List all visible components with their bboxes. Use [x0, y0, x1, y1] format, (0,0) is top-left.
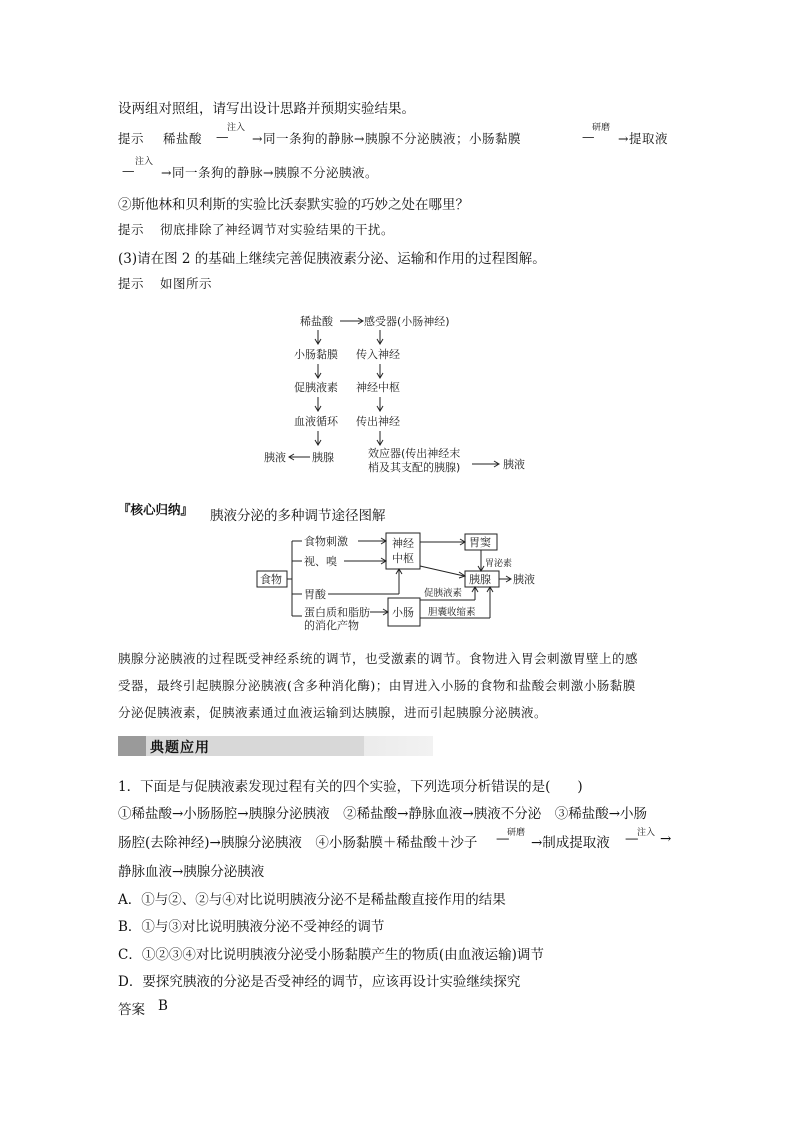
- label-cck: 胆囊收缩素: [428, 607, 476, 618]
- tip-label: 提示: [118, 131, 145, 146]
- label-sight: 视、嗅: [304, 555, 337, 568]
- node-hcl: 稀盐酸: [300, 315, 333, 328]
- label-pancreas: 胰腺: [469, 573, 491, 586]
- text-line-1: 设两组对照组，请写出设计思路并预期实验结果。: [118, 101, 415, 117]
- summary-line: 胰腺分泌胰液的过程既受神经系统的调节，也受激素的调节。食物进入胃会刺激胃壁上的感: [118, 651, 639, 666]
- arrow-label-inject: 注入: [135, 157, 154, 167]
- label-protein-2: 的消化产物: [304, 619, 359, 632]
- question-experiments: 肠腔(去除神经)→胰腺分泌胰液 ④小肠黏膜＋稀盐酸＋沙子: [118, 835, 478, 851]
- answer-label: 答案: [118, 1002, 145, 1018]
- option-b: B．①与③对比说明胰液分泌不受神经的调节: [118, 919, 385, 935]
- option-d: D．要探究胰液的分泌是否受神经的调节，应该再设计实验继续探究: [118, 974, 521, 990]
- label-gastrin: 胃泌素: [485, 559, 513, 569]
- regulation-diagram: [252, 528, 552, 638]
- core-title: 胰液分泌的多种调节途径图解: [210, 508, 386, 524]
- arrow-dash: —: [582, 129, 595, 144]
- label-center-2: 中枢: [392, 552, 414, 565]
- node-receptor: 感受器(小肠神经): [364, 315, 450, 328]
- tip-text: →提取液: [618, 131, 668, 146]
- node-effector-2: 梢及其支配的胰腺): [368, 461, 461, 474]
- node-efferent: 传出神经: [356, 415, 400, 428]
- arrow-label-inject: 注入: [227, 123, 246, 133]
- question-line: ②斯他林和贝利斯的实验比沃泰默实验的巧妙之处在哪里？: [118, 197, 469, 213]
- question-experiments: 静脉血液→胰腺分泌胰液: [118, 864, 265, 880]
- tip-text: 如图所示: [160, 276, 213, 291]
- question-stem: 1．下面是与促胰液素发现过程有关的四个实验，下列选项分析错误的是( ): [118, 779, 583, 795]
- label-center-1: 神经: [392, 537, 414, 550]
- arrow-dash: —: [496, 831, 510, 847]
- tip-label: 提示: [118, 222, 145, 237]
- tip-label: 提示: [118, 276, 145, 291]
- node-mucosa: 小肠黏膜: [294, 348, 338, 361]
- node-afferent: 传入神经: [356, 348, 400, 361]
- option-c: C．①②③④对比说明胰液分泌受小肠黏膜产生的物质(由血液运输)调节: [118, 947, 544, 963]
- label-secretin: 促胰液素: [424, 588, 463, 599]
- tip-text: →同一条狗的静脉→胰腺不分泌胰液。: [161, 165, 378, 180]
- node-secretin: 促胰液素: [294, 381, 338, 394]
- section-title: 典题应用: [150, 740, 210, 756]
- option-a: A．①与②、②与④对比说明胰液分泌不是稀盐酸直接作用的结果: [118, 892, 506, 908]
- summary-line: 受器，最终引起胰腺分泌胰液(含多种消化酶)；由胃进入小肠的食物和盐酸会刺激小肠黏膜: [118, 678, 636, 693]
- question-experiments: →制成提取液: [531, 835, 610, 851]
- label-stim: 食物刺激: [304, 535, 348, 548]
- label-protein-1: 蛋白质和脂肪: [304, 606, 370, 619]
- question-line: (3)请在图 2 的基础上继续完善促胰液素分泌、运输和作用的过程图解。: [118, 251, 546, 267]
- process-diagram: [250, 305, 560, 475]
- arrow-dash: —: [625, 831, 639, 847]
- arrow-label-inject: 注入: [637, 828, 656, 838]
- tip-text: 稀盐酸: [163, 131, 203, 146]
- node-effector: 效应器(传出神经末: [368, 447, 461, 460]
- core-label: 『核心归纳』: [118, 502, 194, 517]
- answer-value: B: [158, 998, 168, 1014]
- arrow-dash: —: [216, 129, 229, 144]
- label-stomach: 胃窦: [469, 536, 491, 549]
- node-center: 神经中枢: [356, 381, 400, 394]
- question-experiments: ①稀盐酸→小肠肠腔→胰腺分泌胰液 ②稀盐酸→静脉血液→胰液不分泌 ③稀盐酸→小肠: [118, 806, 648, 822]
- arrow-dash: —: [122, 163, 135, 178]
- tip-text: 彻底排除了神经调节对实验结果的干扰。: [160, 222, 395, 237]
- question-experiments: →: [660, 831, 672, 847]
- node-pancreas: 胰腺: [312, 451, 334, 464]
- node-blood: 血液循环: [294, 415, 338, 428]
- label-intestine: 小肠: [392, 606, 414, 619]
- arrow-label-grind: 研磨: [507, 828, 526, 838]
- arrow-label-grind: 研磨: [592, 123, 611, 133]
- label-juice: 胰液: [513, 573, 535, 586]
- label-acid: 胃酸: [304, 588, 326, 601]
- node-juice-right: 胰液: [503, 458, 525, 471]
- summary-line: 分泌促胰液素，促胰液素通过血液运输到达胰腺，进而引起胰腺分泌胰液。: [118, 705, 548, 720]
- tip-text: →同一条狗的静脉→胰腺不分泌胰液；小肠黏膜: [252, 131, 521, 146]
- node-juice-left: 胰液: [264, 451, 286, 464]
- label-food: 食物: [260, 573, 282, 586]
